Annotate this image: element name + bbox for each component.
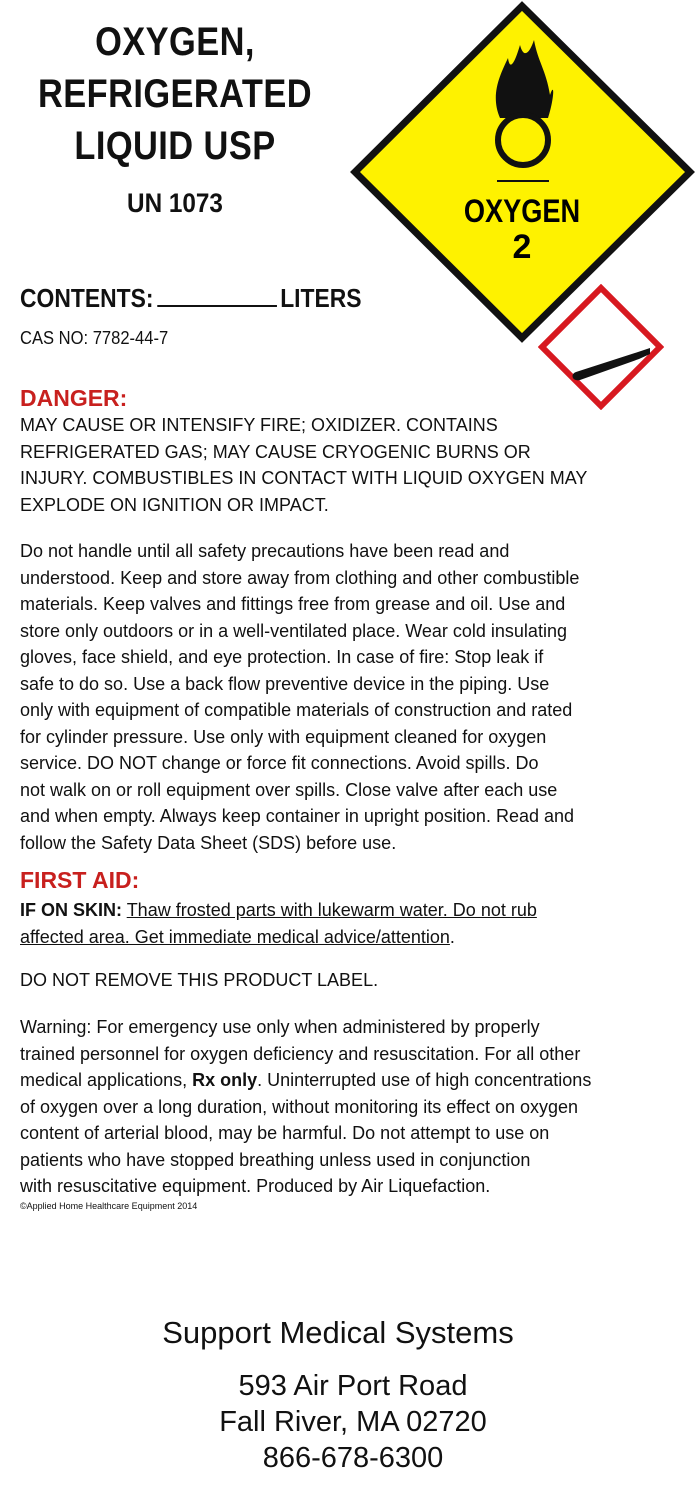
contents-blank bbox=[157, 305, 277, 307]
un-number: UN 1073 bbox=[127, 188, 223, 218]
first-aid-text: IF ON SKIN: Thaw frosted parts with lukewarm water. Do not rub affected area. Get immediate medical advice/attention. bbox=[20, 900, 537, 947]
company-name: Support Medical Systems bbox=[162, 1315, 514, 1350]
cas-number: CAS NO: 7782-44-7 bbox=[20, 328, 169, 348]
copyright: ©Applied Home Healthcare Equipment 2014 bbox=[20, 1201, 198, 1211]
ghs-pictogram bbox=[538, 284, 664, 410]
placard-text: OXYGEN bbox=[463, 193, 581, 230]
product-title: OXYGEN, REFRIGERATED LIQUID USP bbox=[37, 20, 312, 168]
company-contact: 593 Air Port Road Fall River, MA 02720 866-678-6300 bbox=[219, 1370, 487, 1474]
contents-line: CONTENTS: LITERS bbox=[20, 283, 362, 313]
first-aid-heading: FIRST AID: bbox=[20, 867, 140, 893]
danger-heading: DANGER: bbox=[20, 385, 128, 411]
warning-text: Warning: For emergency use only when administered by properly trained personnel for oxygen deficiency and resuscitation. For all other medical applications, Rx only. Uninterrupted use of high concentrations of oxygen over a long duration, without monitoring its effect on oxygen content of arterial blood, may be harmful. Do not attempt to use on patients who have stopped breathing unless used in conjunction with resuscitative equipment. Produced by Air Liquefaction. bbox=[20, 1017, 592, 1196]
placard-class: 2 bbox=[512, 228, 532, 266]
do-not-remove-notice: DO NOT REMOVE THIS PRODUCT LABEL. bbox=[20, 970, 379, 990]
danger-statements: MAY CAUSE OR INTENSIFY FIRE; OXIDIZER. CONTAINS REFRIGERATED GAS; MAY CAUSE CRYOGENIC BURNS OR INJURY. COMBUSTIBLES IN CONTACT WITH LIQUID OXYGEN MAY EXPLODE ON IGNITION OR IMPACT. bbox=[20, 415, 588, 515]
precautionary-statements: Do not handle until all safety precautions have been read and understood. Keep and store away from clothing and other combustible materials. Keep valves and fittings free from grease and oil. Use and store only outdoors or in a well-ventilated place. Wear cold insulating gloves, face shield, and eye protection. In case of fire: Stop leak if safe to do so. Use a back flow preventive device in the piping. Use only with equipment of compatible materials of construction and rated for cylinder pressure. Use only with equipment cleaned for oxygen service. DO NOT change or force fit connections. Avoid spills. Do not walk on or roll equipment over spills. Close valve after each use and when empty. Always keep container in upright position. Read and follow the Safety Data Sheet (SDS) before use. bbox=[20, 541, 580, 853]
